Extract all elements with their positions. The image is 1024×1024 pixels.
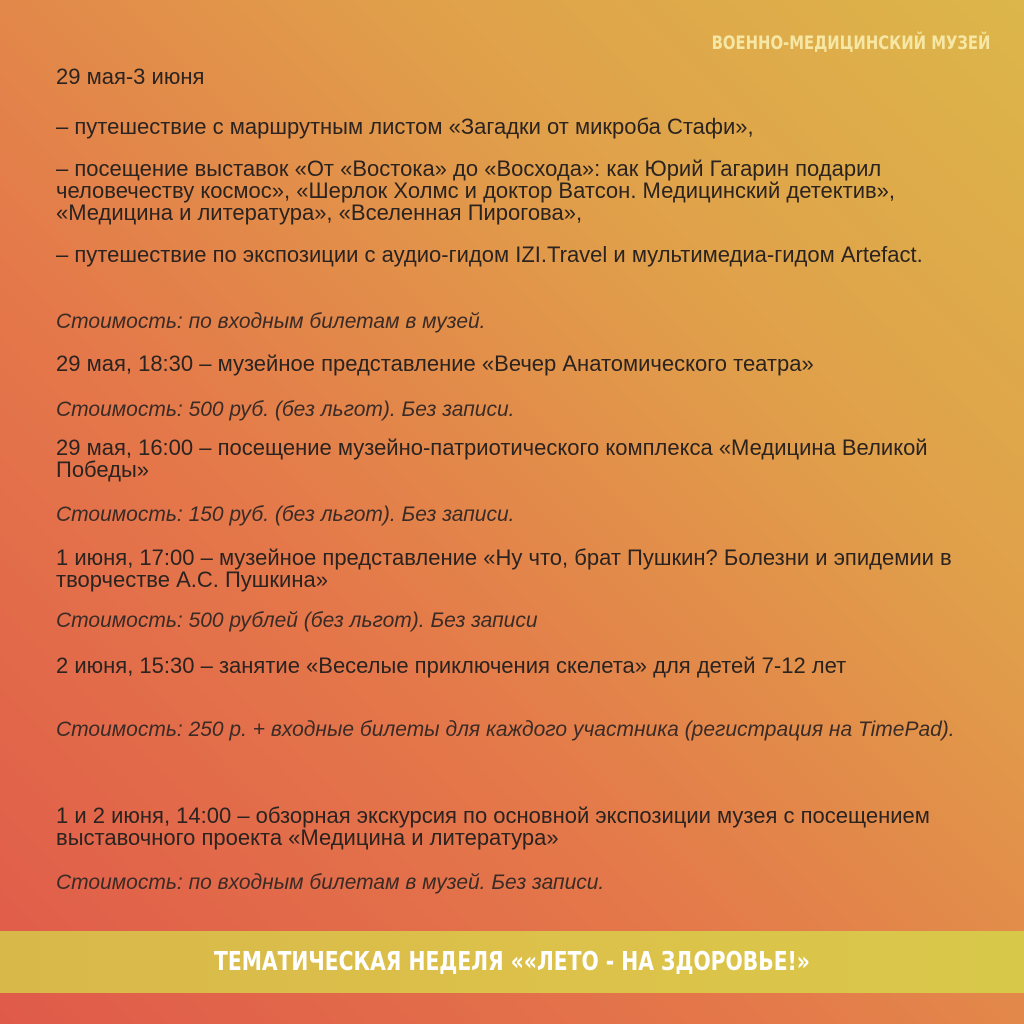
event-item: 1 июня, 17:00 – музейное представление «Ну что, брат Пушкин? Болезни и эпидемии в творчестве А.С. Пушкина» <box>56 545 952 592</box>
event-item: – посещение выставок «От «Востока» до «Восхода»: как Юрий Гагарин подарил человечеству космос», «Шерлок Холмс и доктор Ватсон. Медицинский детектив», «Медицина и литература», «Вселенная Пирогова», <box>56 156 896 225</box>
price-note: Стоимость: 500 рублей (без льгот). Без записи <box>56 609 538 632</box>
event-item: 2 июня, 15:30 – занятие «Веселые приключения скелета» для детей 7-12 лет <box>56 653 847 678</box>
price-note: Стоимость: 500 руб. (без льгот). Без записи. <box>56 398 515 421</box>
date-range: 29 мая-3 июня <box>56 64 205 89</box>
museum-name: ВОЕННО-МЕДИЦИНСКИЙ МУЗЕЙ <box>711 32 990 54</box>
event-item: – путешествие по экспозиции с аудио-гидом IZI.Travel и мультимедиа-гидом Artefact. <box>56 242 923 267</box>
price-note: Стоимость: по входным билетам в музей. <box>56 310 486 333</box>
theme-week-banner <box>0 931 1024 993</box>
price-note: Стоимость: 250 р. + входные билеты для каждого участника (регистрация на TimePad). <box>56 718 955 741</box>
event-item: 29 мая, 18:30 – музейное представление «Вечер Анатомического театра» <box>56 351 814 376</box>
price-note: Стоимость: по входным билетам в музей. Без записи. <box>56 871 605 894</box>
theme-week-title: ТЕМАТИЧЕСКАЯ НЕДЕЛЯ ««ЛЕТО - НА ЗДОРОВЬЕ!» <box>214 947 810 977</box>
price-note: Стоимость: 150 руб. (без льгот). Без записи. <box>56 503 515 526</box>
event-item: 1 и 2 июня, 14:00 – обзорная экскурсия по основной экспозиции музея с посещением выставочного проекта «Медицина и литература» <box>56 803 930 850</box>
event-item: – путешествие с маршрутным листом «Загадки от микроба Стафи», <box>56 114 754 139</box>
event-item: 29 мая, 16:00 – посещение музейно-патриотического комплекса «Медицина Великой Победы» <box>56 435 928 482</box>
